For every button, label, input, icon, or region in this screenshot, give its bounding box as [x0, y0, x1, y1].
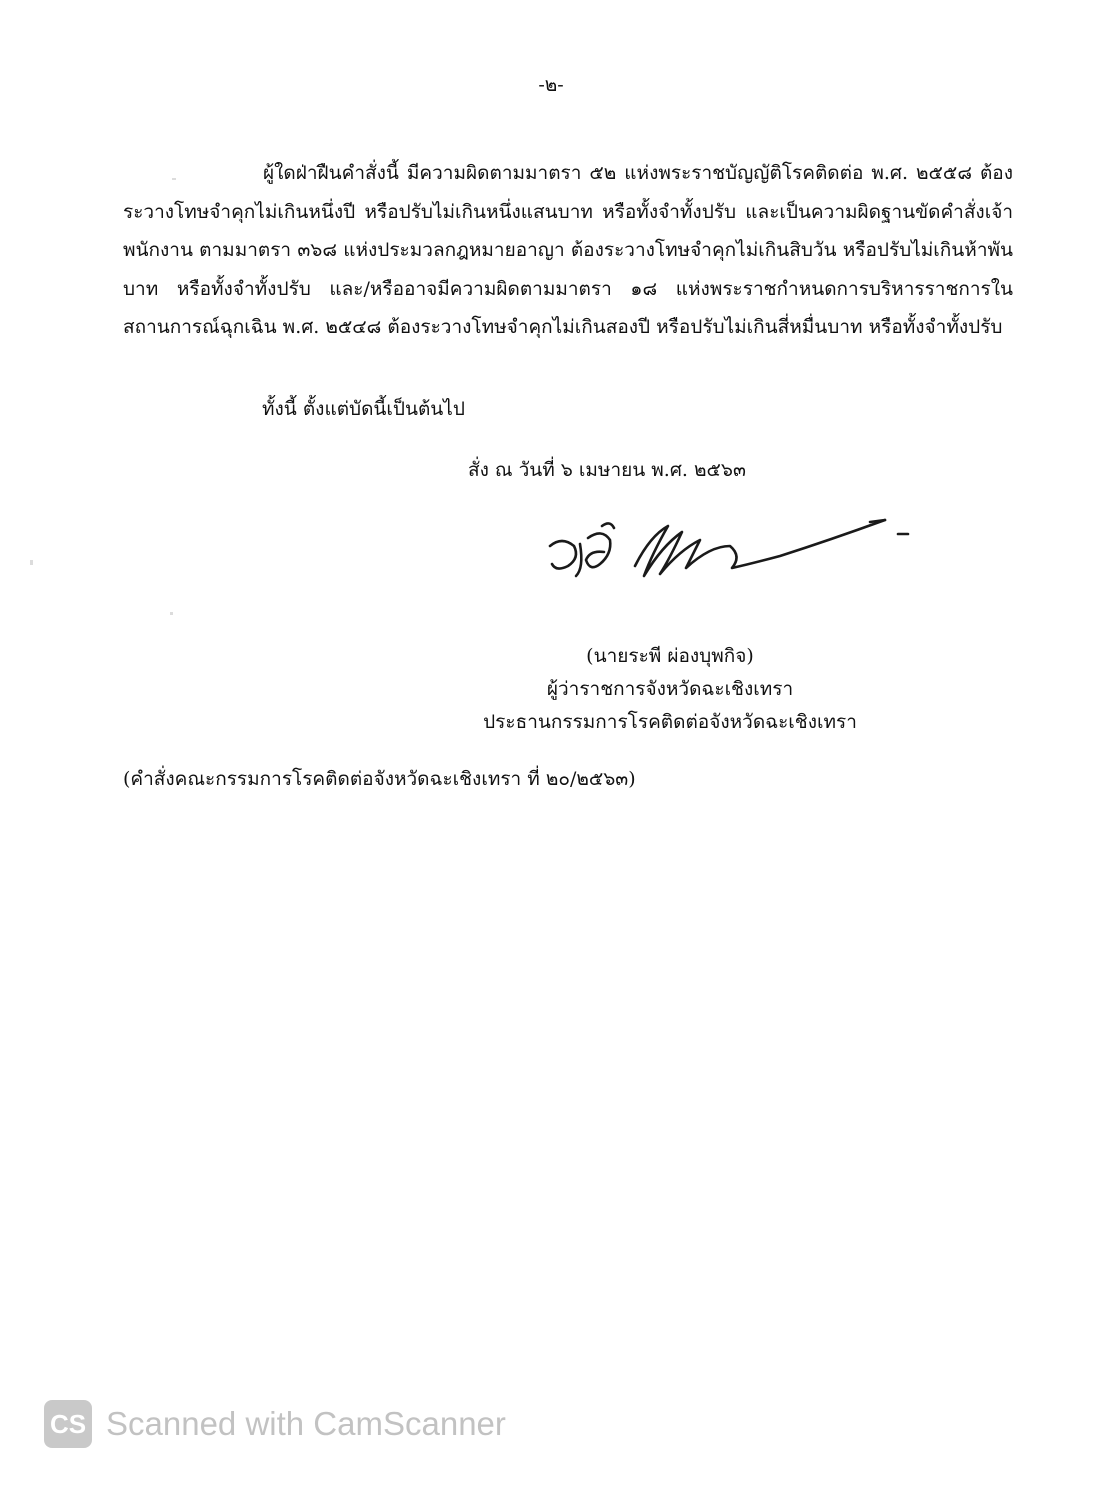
scan-speck	[30, 560, 33, 565]
effective-line: ทั้งนี้ ตั้งแต่บัดนี้เป็นต้นไป	[262, 398, 465, 420]
signatory-position: ผู้ว่าราชการจังหวัดฉะเชิงเทรา	[546, 678, 794, 700]
signatory-committee-position: ประธานกรรมการโรคติดต่อจังหวัดฉะเชิงเทรา	[483, 711, 857, 733]
order-reference: (คำสั่งคณะกรรมการโรคติดต่อจังหวัดฉะเชิงเทรา ที่ ๒๐/๒๕๖๓)	[123, 768, 636, 790]
penalty-paragraph: ผู้ใดฝ่าฝืนคำสั่งนี้ มีความผิดตามมาตรา ๕๒ แห่งพระราชบัญญัติโรคติดต่อ พ.ศ. ๒๕๕๘ ต้องระวางโทษจำคุกไม่เกินหนึ่งปี หรือปรับไม่เกินหนึ่งแสนบาท หรือทั้งจำทั้งปรับ และเป็นความผิดฐานขัดคำสั่งเจ้าพนักงาน ตามมาตรา ๓๖๘ แห่งประมวลกฎหมายอาญา ต้องระวางโทษจำคุกไม่เกินสิบวัน หรือปรับไม่เกินห้าพันบาท หรือทั้งจำทั้งปรับ และ/หรืออาจมีความผิดตามมาตรา ๑๘ แห่งพระราชกำหนดการบริหารราชการในสถานการณ์ฉุกเฉิน พ.ศ. ๒๕๔๘ ต้องระวางโทษจำคุกไม่เกินสองปี หรือปรับไม่เกินสี่หมื่นบาท หรือทั้งจำทั้งปรับ	[123, 162, 1013, 338]
scan-speck	[170, 612, 173, 615]
signatory-name: (นายระพี ผ่องบุพกิจ)	[586, 645, 754, 667]
signature-block	[430, 640, 910, 739]
camscanner-watermark	[44, 1398, 506, 1450]
page-number: -๒-	[538, 74, 564, 96]
handwritten-signature	[540, 506, 910, 596]
camscanner-logo: CS	[44, 1400, 92, 1448]
watermark-text: Scanned with CamScanner	[106, 1405, 506, 1442]
order-date: สั่ง ณ วันที่ ๖ เมษายน พ.ศ. ๒๕๖๓	[468, 459, 746, 481]
scan-speck	[172, 178, 176, 180]
